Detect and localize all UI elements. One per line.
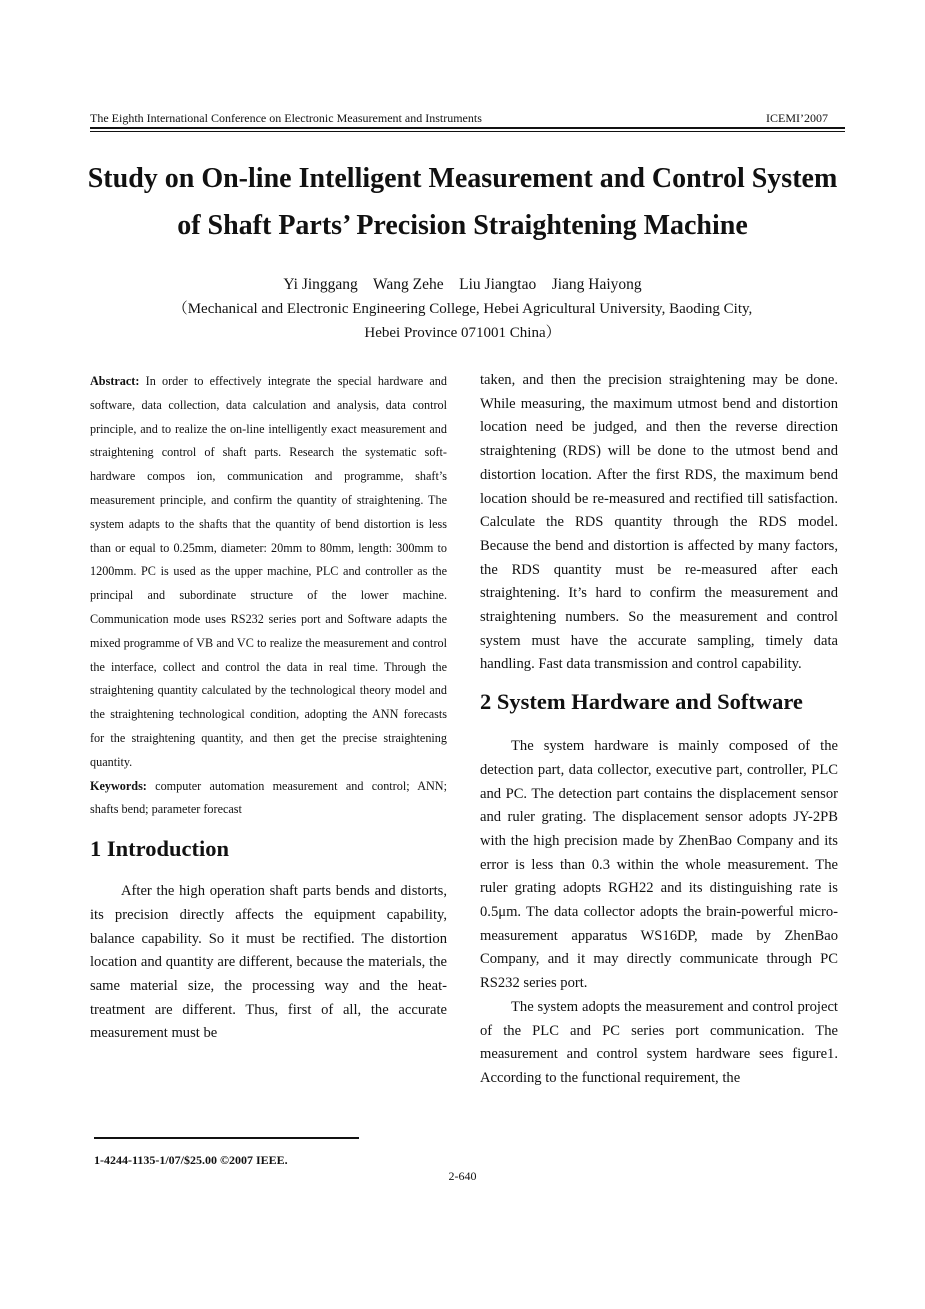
left-column <box>90 370 447 1046</box>
section-heading-hardware-software: 2 System Hardware and Software <box>480 689 803 715</box>
keywords-text: computer automation measurement and control; ANN; shafts bend; parameter forecast <box>90 778 447 817</box>
header-rule-thin <box>90 131 845 132</box>
hardware-paragraph-2: The system adopts the measurement and control project of the PLC and PC series port communication. The measurement and control system hardware sees figure1. According to the functional requirement, the <box>480 998 838 1086</box>
hardware-paragraph-1: The system hardware is mainly composed of the detection part, data collector, executive part, controller, PLC and PC. The detection part contains the displacement sensor and ruler grating. The displacement sensor adopts JY-2PB with the high precision made by ZhenBao Company and its error is less than 0.3 within the whole measurement. The ruler grating adopts RGH22 and its distinguishing rate is 0.5μm. The data collector adopts the brain-powerful micro-measurement apparatus WS16DP, made by ZhenBao Company, and it may directly communicate through PC RS232 series port. <box>480 738 838 992</box>
author-list: Yi Jinggang Wang Zehe Liu Jiangtao Jiang Haiyong <box>283 276 642 293</box>
abstract-text: In order to effectively integrate the special hardware and software, data collection, data calculation and analysis, data control principle, and to realize the on-line intelligently exact measurement and straightening control of shaft parts. Research the systematic soft-hardware compos ion, communication and programme, shaft’s measurement principle, and confirm the quantity of straightening. The system adapts to the shafts that the quantity of bend distortion is less than or equal to 0.25mm, diameter: 20mm to 80mm, length: 300mm to 1200mm. PC is used as the upper machine, PLC and controller as the principal and subordinate structure of the lower machine. Communication mode uses RS232 series port and Software adapts the mixed programme of VB and VC to realize the measurement and control the interface, collect and control the data in real time. Through the straightening quantity calculated by the technological theory model and the straightening technological condition, adopting the ANN forecasts for the straightening quantity, and then get the precise straightening quantity. <box>90 374 447 769</box>
running-head-conference: The Eighth International Conference on Electronic Measurement and Instruments <box>90 111 482 125</box>
introduction-paragraph: After the high operation shaft parts bends and distorts, its precision directly affects the equipment capability, balance capability. So it must be rectified. The distortion location and quantity are different, because the materials, the same material size, the processing way and the heat-treatment are different. Thus, first of all, the accurate measurement must be <box>90 883 447 1042</box>
header-rule-thick <box>90 127 845 129</box>
abstract-label: Abstract: <box>90 374 140 388</box>
paper-title-line-2: of Shaft Parts’ Precision Straightening Machine <box>177 210 748 241</box>
section-heading-introduction: 1 Introduction <box>90 836 229 862</box>
right-column <box>480 369 838 1091</box>
page-number: 2-640 <box>448 1169 477 1183</box>
running-head-tag: ICEMI’2007 <box>766 111 828 125</box>
keywords <box>90 775 447 823</box>
affiliation-line-2: Hebei Province 071001 China） <box>364 325 561 341</box>
paper-title-line-1: Study on On-line Intelligent Measurement and Control System <box>87 163 838 194</box>
running-head <box>90 110 845 126</box>
affiliation-line-1: （Mechanical and Electronic Engineering College, Hebei Agricultural University, Baoding City, <box>172 301 753 317</box>
abstract <box>90 370 447 775</box>
copyright-footnote: 1-4244-1135-1/07/$25.00 ©2007 IEEE. <box>94 1153 288 1167</box>
keywords-label: Keywords: <box>90 778 147 793</box>
footnote-rule <box>94 1137 359 1139</box>
introduction-continuation: taken, and then the precision straightening may be done. While measuring, the maximum utmost bend and distortion location need be judged, and then the reverse direction straightening (RDS) will be done to the utmost bend and distortion location. After the first RDS, the maximum bend location should be re-measured and rectified till satisfaction. Calculate the RDS quantity through the RDS model. Because the bend and distortion is affected by many factors, the RDS quantity must be re-measured after each straightening. It’s hard to confirm the measurement and straightening numbers. So the measurement and control system must have the accurate sampling, timely data handling. Fast data transmission and control capability. <box>480 372 838 673</box>
